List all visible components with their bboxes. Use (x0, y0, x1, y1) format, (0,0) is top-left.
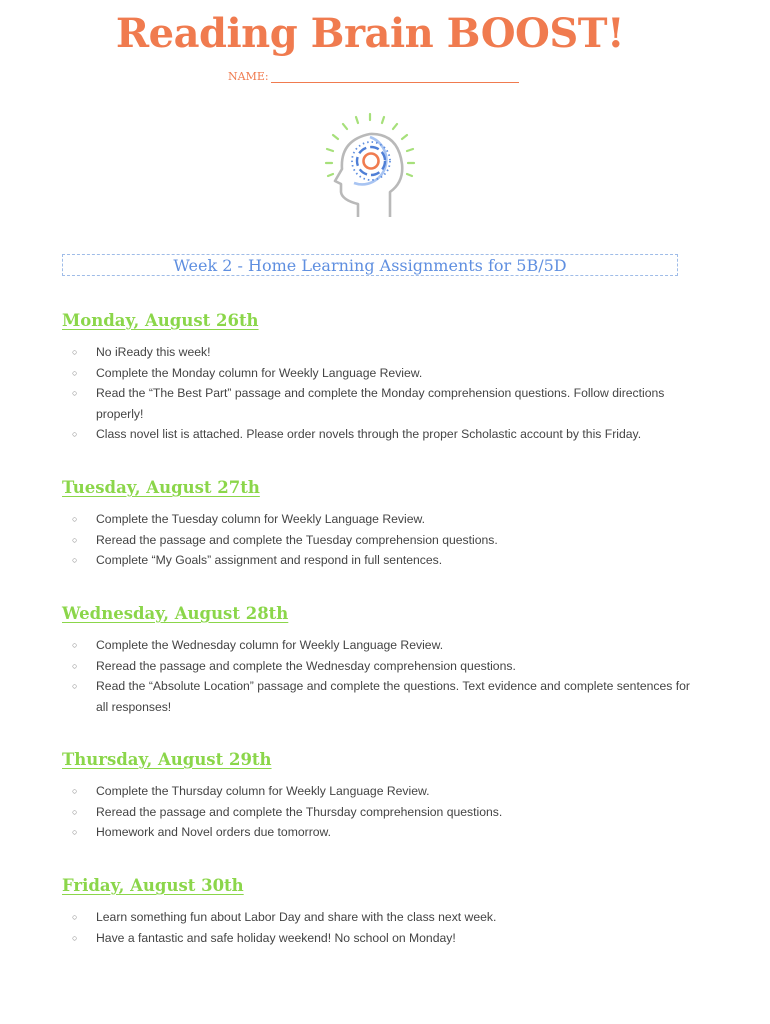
task-list (62, 509, 702, 571)
list-item: ○ Have a fantastic and safe holiday weekend! No school on Monday! (62, 928, 702, 949)
week-heading: Week 2 - Home Learning Assignments for 5B/5D (173, 255, 567, 275)
task-list (62, 635, 702, 717)
day-section-thursday (62, 750, 702, 843)
list-item: ○ Complete the Wednesday column for Weekly Language Review. (62, 635, 702, 656)
list-item: ○ Complete the Tuesday column for Weekly Language Review. (62, 509, 702, 530)
list-item: ○ Reread the passage and complete the Tuesday comprehension questions. (62, 530, 702, 551)
day-heading: Monday, August 26th (62, 311, 259, 330)
list-item: ○ Complete the Monday column for Weekly Language Review. (62, 363, 702, 384)
list-item: ○ Learn something fun about Labor Day and share with the class next week. (62, 907, 702, 928)
task-list (62, 907, 702, 948)
day-section-friday (62, 876, 702, 948)
head-brain-target-icon (318, 112, 422, 222)
day-section-tuesday (62, 478, 702, 571)
name-blank-line[interactable] (271, 72, 519, 83)
list-item: ○ Homework and Novel orders due tomorrow. (62, 822, 702, 843)
day-section-wednesday (62, 604, 702, 717)
week-heading-box (62, 254, 678, 276)
name-field[interactable] (228, 70, 519, 83)
task-list (62, 781, 702, 843)
task-list (62, 342, 702, 445)
day-section-monday (62, 311, 702, 445)
day-heading: Tuesday, August 27th (62, 478, 260, 497)
list-item: ○ Complete the Thursday column for Weekly Language Review. (62, 781, 702, 802)
day-heading: Wednesday, August 28th (62, 604, 289, 623)
list-item: ○ Read the “The Best Part” passage and complete the Monday comprehension questions. Follow directions properly! (62, 383, 702, 424)
list-item: ○ Complete “My Goals” assignment and respond in full sentences. (62, 550, 702, 571)
list-item: ○ Class novel list is attached. Please order novels through the proper Scholastic account by this Friday. (62, 424, 702, 445)
page-title: Reading Brain BOOST! (115, 10, 625, 57)
list-item: ○ Read the “Absolute Location” passage and complete the questions. Text evidence and complete sentences for all responses! (62, 676, 702, 717)
day-heading: Thursday, August 29th (62, 750, 272, 769)
list-item: ○ No iReady this week! (62, 342, 702, 363)
list-item: ○ Reread the passage and complete the Wednesday comprehension questions. (62, 656, 702, 677)
list-item: ○ Reread the passage and complete the Thursday comprehension questions. (62, 802, 702, 823)
name-label: NAME: (228, 70, 269, 83)
day-heading: Friday, August 30th (62, 876, 244, 895)
